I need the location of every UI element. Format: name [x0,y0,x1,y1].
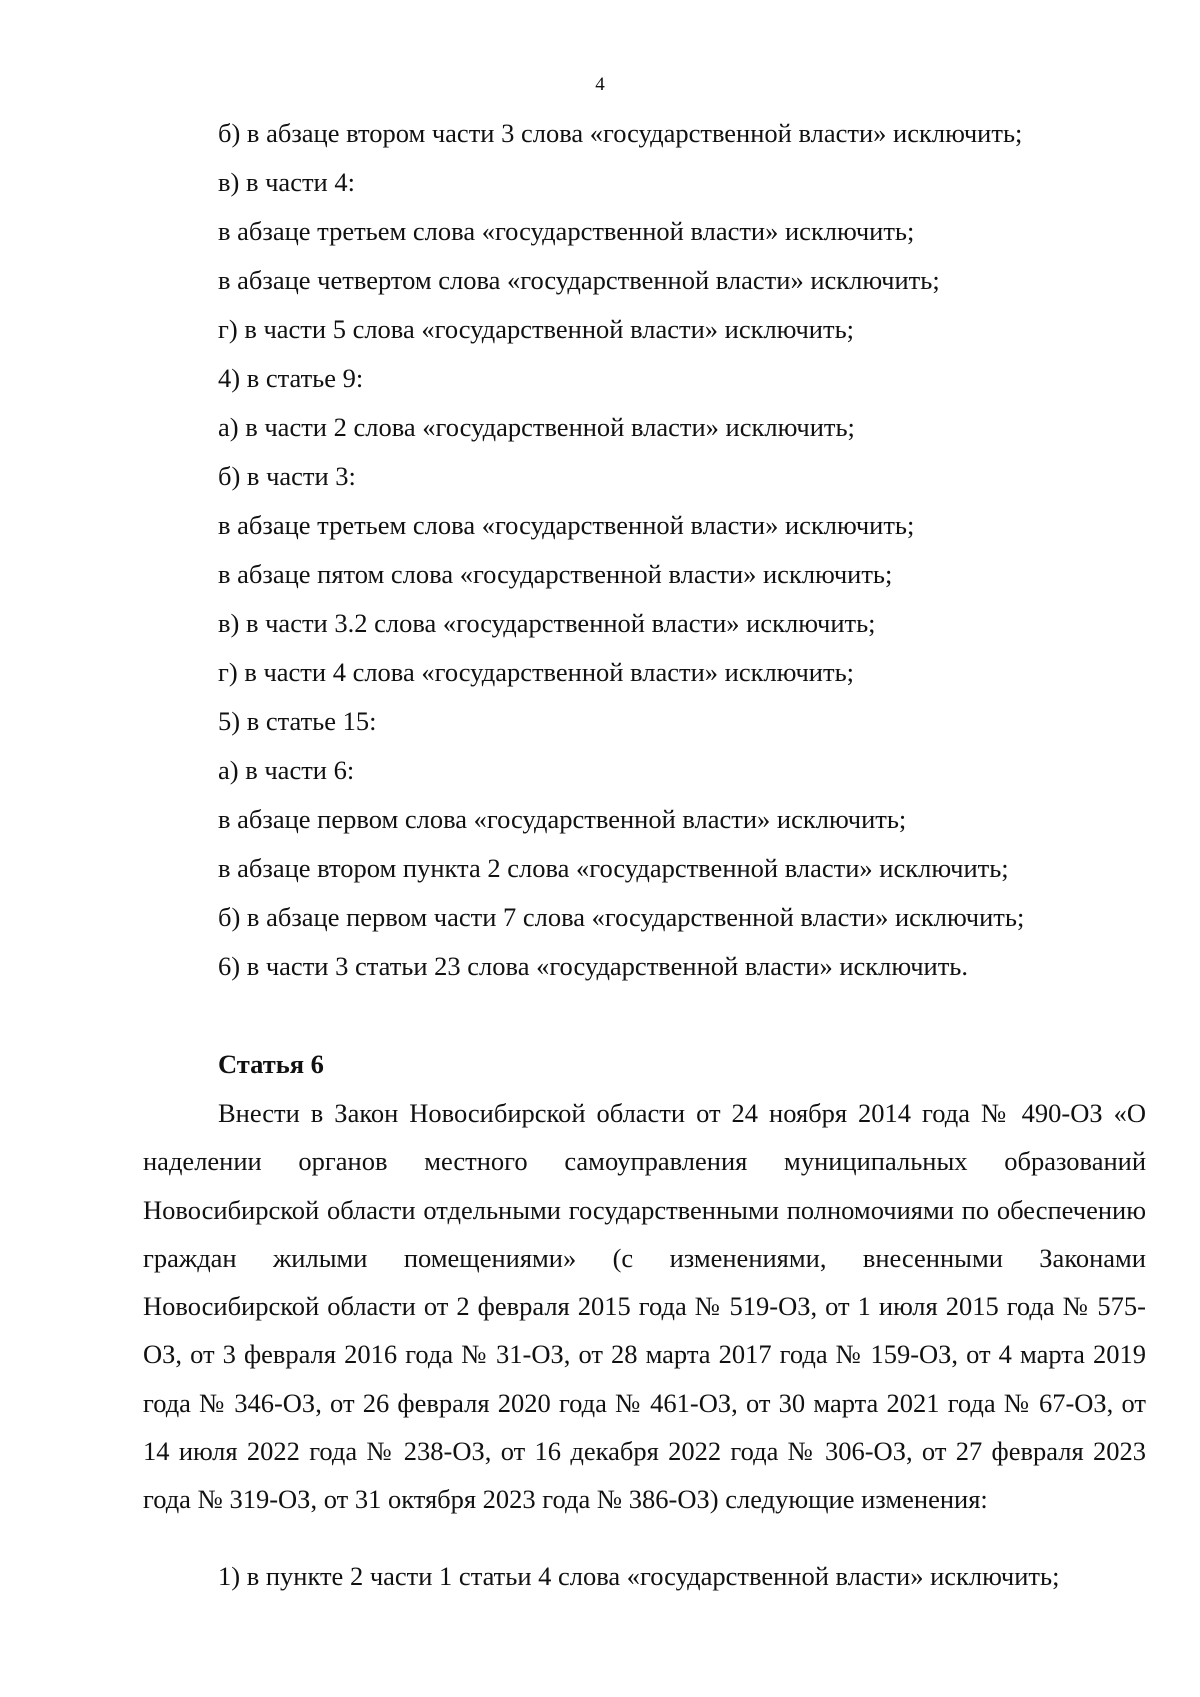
article-heading: Статья 6 [218,1049,324,1079]
amendment-line: в абзаце первом слова «государственной власти» исключить; [218,804,907,834]
amendment-line: в абзаце третьем слова «государственной власти» исключить; [218,216,915,246]
page-number: 4 [595,74,605,95]
amendment-line: в абзаце втором пункта 2 слова «государственной власти» исключить; [218,853,1009,883]
article-item: 1) в пункте 2 части 1 статьи 4 слова «государственной власти» исключить; [218,1561,1060,1591]
article-paragraph: Внести в Закон Новосибирской области от 24 ноября 2014 года № 490-ОЗ «О наделении органов местного самоуправления муниципальных образований Новосибирской области отдельными государственными полномочиями по обеспечению граждан жилыми помещениями» (с изменениями, внесенными Законами Новосибирской области от 2 февраля 2015 года № 519-ОЗ, от 1 июля 2015 года № 575-ОЗ, от 3 февраля 2016 года № 31-ОЗ, от 28 марта 2017 года № 159-ОЗ, от 4 марта 2019 года № 346-ОЗ, от 26 февраля 2020 года № 461-ОЗ, от 30 марта 2021 года № 67-ОЗ, от 14 июля 2022 года № 238-ОЗ, от 16 декабря 2022 года № 306-ОЗ, от 27 февраля 2023 года № 319-ОЗ, от 31 октября 2023 года № 386-ОЗ) следующие изменения: [143,1098,1146,1515]
amendment-line: б) в абзаце втором части 3 слова «государственной власти» исключить; [218,118,1023,148]
amendment-line: 6) в части 3 статьи 23 слова «государственной власти» исключить. [218,951,968,981]
amendment-line: в абзаце пятом слова «государственной власти» исключить; [218,559,893,589]
amendment-line: а) в части 6: [218,755,355,785]
amendment-line: г) в части 4 слова «государственной власти» исключить; [218,657,855,687]
amendment-line: г) в части 5 слова «государственной власти» исключить; [218,314,855,344]
amendment-line: 5) в статье 15: [218,706,377,736]
amendment-line: в) в части 3.2 слова «государственной власти» исключить; [218,608,876,638]
amendment-line: а) в части 2 слова «государственной власти» исключить; [218,412,855,442]
amendment-line: в) в части 4: [218,167,355,197]
amendment-line: в абзаце третьем слова «государственной власти» исключить; [218,510,915,540]
amendment-line: б) в части 3: [218,461,356,491]
amendment-line: в абзаце четвертом слова «государственной власти» исключить; [218,265,940,295]
amendment-line: б) в абзаце первом части 7 слова «государственной власти» исключить; [218,902,1025,932]
amendment-line: 4) в статье 9: [218,363,364,393]
